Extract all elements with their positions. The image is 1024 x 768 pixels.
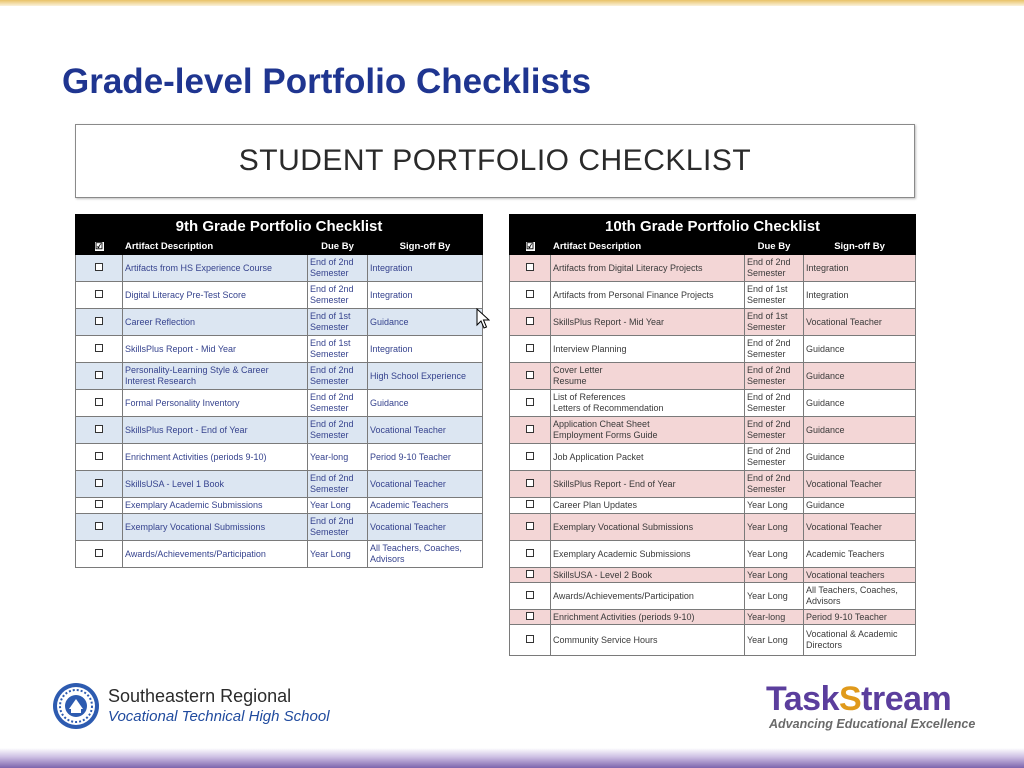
grade10-checklist-table: [509, 214, 916, 656]
artifact-cell: Cover Letter Resume: [551, 363, 745, 390]
due-by-cell: End of 2nd Semester: [745, 336, 804, 363]
due-by-cell: End of 1st Semester: [745, 309, 804, 336]
table-row: [510, 255, 916, 282]
table-row: [510, 282, 916, 309]
due-by-cell: End of 2nd Semester: [745, 444, 804, 471]
checkbox-icon[interactable]: [526, 591, 534, 599]
checkbox-cell: [76, 282, 123, 309]
checkbox-icon[interactable]: [526, 263, 534, 271]
due-by-cell: End of 2nd Semester: [308, 363, 368, 390]
checkbox-cell: [76, 514, 123, 541]
artifact-cell: Exemplary Academic Submissions: [123, 498, 308, 514]
checkbox-icon[interactable]: [95, 425, 103, 433]
checkbox-icon[interactable]: [526, 317, 534, 325]
due-by-cell: Year Long: [308, 541, 368, 568]
checkbox-icon[interactable]: [95, 344, 103, 352]
table-row: [76, 255, 483, 282]
grade9-artifact-header: Artifact Description: [123, 238, 308, 255]
artifact-cell: SkillsUSA - Level 2 Book: [551, 568, 745, 583]
artifact-cell: Formal Personality Inventory: [123, 390, 308, 417]
due-by-cell: End of 2nd Semester: [308, 282, 368, 309]
due-by-cell: Year-long: [308, 444, 368, 471]
table-row: [510, 309, 916, 336]
checkbox-cell: [76, 471, 123, 498]
table-row: [510, 610, 916, 625]
artifact-cell: Artifacts from Digital Literacy Projects: [551, 255, 745, 282]
checkbox-icon[interactable]: [95, 479, 103, 487]
taskstream-logo: [766, 680, 981, 736]
checkbox-cell: [510, 444, 551, 471]
due-by-cell: Year Long: [308, 498, 368, 514]
school-seal-icon: [52, 682, 100, 730]
signoff-cell: Vocational teachers: [804, 568, 916, 583]
signoff-cell: Academic Teachers: [804, 541, 916, 568]
signoff-cell: Vocational Teacher: [804, 514, 916, 541]
artifact-cell: Community Service Hours: [551, 625, 745, 656]
taskstream-word-end: tream: [861, 680, 952, 718]
checkbox-icon[interactable]: [526, 425, 534, 433]
checkbox-cell: [510, 390, 551, 417]
grade10-table-title: 10th Grade Portfolio Checklist: [510, 215, 916, 238]
checkbox-icon[interactable]: [95, 398, 103, 406]
checkbox-cell: [510, 363, 551, 390]
checkbox-icon[interactable]: [526, 612, 534, 620]
checkbox-icon[interactable]: [95, 522, 103, 530]
checklist-header-title: STUDENT PORTFOLIO CHECKLIST: [238, 144, 752, 177]
signoff-cell: Integration: [368, 282, 483, 309]
signoff-cell: Integration: [368, 255, 483, 282]
table-row: [76, 282, 483, 309]
artifact-cell: Awards/Achievements/Participation: [551, 583, 745, 610]
artifact-cell: SkillsPlus Report - Mid Year: [123, 336, 308, 363]
due-by-cell: Year-long: [745, 610, 804, 625]
checkbox-cell: [510, 471, 551, 498]
table-row: [510, 568, 916, 583]
checkbox-cell: [510, 514, 551, 541]
table-row: [510, 444, 916, 471]
signoff-cell: Integration: [804, 282, 916, 309]
checkbox-icon[interactable]: [526, 398, 534, 406]
table-row: [76, 498, 483, 514]
signoff-cell: Vocational Teacher: [368, 471, 483, 498]
taskstream-wordmark: [766, 680, 951, 719]
signoff-cell: Guidance: [804, 444, 916, 471]
table-row: [510, 541, 916, 568]
grade9-table-title: 9th Grade Portfolio Checklist: [76, 215, 483, 238]
checkbox-icon[interactable]: [526, 479, 534, 487]
signoff-cell: Integration: [368, 336, 483, 363]
checkbox-cell: [76, 336, 123, 363]
signoff-cell: Academic Teachers: [368, 498, 483, 514]
checkbox-cell: [76, 444, 123, 471]
checked-box-icon: ☑: [525, 240, 535, 251]
due-by-cell: Year Long: [745, 625, 804, 656]
grade9-signoff-header: Sign-off By: [368, 238, 483, 255]
checklist-header-box: [75, 124, 915, 198]
artifact-cell: SkillsPlus Report - Mid Year: [551, 309, 745, 336]
table-row: [510, 471, 916, 498]
signoff-cell: All Teachers, Coaches, Advisors: [368, 541, 483, 568]
checkbox-icon[interactable]: [526, 371, 534, 379]
checkbox-icon[interactable]: [95, 317, 103, 325]
artifact-cell: Job Application Packet: [551, 444, 745, 471]
checkbox-icon[interactable]: [526, 344, 534, 352]
table-row: [76, 309, 483, 336]
due-by-cell: Year Long: [745, 498, 804, 514]
table-row: [76, 471, 483, 498]
checkbox-icon[interactable]: [526, 549, 534, 557]
checkbox-icon[interactable]: [95, 549, 103, 557]
checkbox-cell: [510, 541, 551, 568]
checkbox-cell: [510, 282, 551, 309]
artifact-cell: Exemplary Vocational Submissions: [123, 514, 308, 541]
table-row: [510, 583, 916, 610]
signoff-cell: Vocational Teacher: [368, 417, 483, 444]
slide-title: Grade-level Portfolio Checklists: [62, 62, 592, 101]
table-row: [76, 363, 483, 390]
checkbox-cell: [76, 309, 123, 336]
due-by-cell: End of 2nd Semester: [745, 390, 804, 417]
artifact-cell: SkillsPlus Report - End of Year: [123, 417, 308, 444]
table-row: [76, 514, 483, 541]
due-by-cell: End of 2nd Semester: [308, 390, 368, 417]
artifact-cell: Awards/Achievements/Participation: [123, 541, 308, 568]
table-row: [510, 336, 916, 363]
checkbox-icon[interactable]: [95, 452, 103, 460]
signoff-cell: Integration: [804, 255, 916, 282]
signoff-cell: Vocational Teacher: [368, 514, 483, 541]
artifact-cell: SkillsUSA - Level 1 Book: [123, 471, 308, 498]
artifact-cell: Enrichment Activities (periods 9-10): [551, 610, 745, 625]
checkbox-cell: [510, 255, 551, 282]
grade10-due-header: Due By: [745, 238, 804, 255]
grade9-due-header: Due By: [308, 238, 368, 255]
due-by-cell: End of 2nd Semester: [308, 417, 368, 444]
taskstream-tagline: Advancing Educational Excellence: [769, 717, 976, 731]
artifact-cell: Artifacts from Personal Finance Projects: [551, 282, 745, 309]
grade9-check-header: [76, 238, 123, 255]
signoff-cell: Guidance: [804, 417, 916, 444]
top-accent-band: [0, 0, 1024, 6]
grade10-check-header: [510, 238, 551, 255]
checkbox-cell: [510, 498, 551, 514]
due-by-cell: End of 2nd Semester: [745, 363, 804, 390]
checkbox-cell: [510, 336, 551, 363]
artifact-cell: Application Cheat Sheet Employment Forms Guide: [551, 417, 745, 444]
checkbox-cell: [510, 583, 551, 610]
due-by-cell: End of 1st Semester: [308, 309, 368, 336]
due-by-cell: Year Long: [745, 583, 804, 610]
checkbox-icon[interactable]: [526, 452, 534, 460]
due-by-cell: Year Long: [745, 514, 804, 541]
due-by-cell: End of 1st Semester: [745, 282, 804, 309]
due-by-cell: End of 2nd Semester: [745, 255, 804, 282]
table-row: [510, 417, 916, 444]
checkbox-cell: [510, 625, 551, 656]
checkbox-icon[interactable]: [526, 500, 534, 508]
signoff-cell: Vocational Teacher: [804, 309, 916, 336]
artifact-cell: Career Reflection: [123, 309, 308, 336]
artifact-cell: Digital Literacy Pre-Test Score: [123, 282, 308, 309]
table-row: [510, 363, 916, 390]
artifact-cell: Exemplary Academic Submissions: [551, 541, 745, 568]
checkbox-icon[interactable]: [526, 635, 534, 643]
checkbox-icon[interactable]: [526, 570, 534, 578]
taskstream-word-start: Task: [766, 680, 839, 718]
due-by-cell: End of 2nd Semester: [308, 471, 368, 498]
checkbox-cell: [510, 309, 551, 336]
grade10-signoff-header: Sign-off By: [804, 238, 916, 255]
signoff-cell: Vocational & Academic Directors: [804, 625, 916, 656]
checked-box-icon: ☑: [94, 240, 104, 251]
artifact-cell: Career Plan Updates: [551, 498, 745, 514]
checkbox-cell: [76, 417, 123, 444]
checkbox-icon[interactable]: [95, 500, 103, 508]
table-row: [76, 541, 483, 568]
due-by-cell: End of 2nd Semester: [308, 255, 368, 282]
signoff-cell: Guidance: [368, 390, 483, 417]
checkbox-cell: [76, 255, 123, 282]
checkbox-cell: [510, 417, 551, 444]
checkbox-cell: [76, 390, 123, 417]
checkbox-cell: [76, 498, 123, 514]
table-row: [76, 444, 483, 471]
due-by-cell: Year Long: [745, 568, 804, 583]
signoff-cell: Period 9-10 Teacher: [804, 610, 916, 625]
signoff-cell: Guidance: [804, 336, 916, 363]
school-subname: Vocational Technical High School: [108, 708, 330, 725]
checkbox-icon[interactable]: [95, 263, 103, 271]
signoff-cell: Period 9-10 Teacher: [368, 444, 483, 471]
checkbox-cell: [510, 568, 551, 583]
due-by-cell: End of 2nd Semester: [308, 514, 368, 541]
checkbox-cell: [76, 363, 123, 390]
checkbox-cell: [510, 610, 551, 625]
school-logo: [52, 682, 352, 734]
bottom-accent-band: [0, 748, 1024, 768]
signoff-cell: Guidance: [368, 309, 483, 336]
taskstream-swirl-s: S: [838, 680, 862, 718]
checkbox-icon[interactable]: [526, 290, 534, 298]
signoff-cell: Vocational Teacher: [804, 471, 916, 498]
artifact-cell: Exemplary Vocational Submissions: [551, 514, 745, 541]
signoff-cell: All Teachers, Coaches, Advisors: [804, 583, 916, 610]
table-row: [510, 390, 916, 417]
due-by-cell: Year Long: [745, 541, 804, 568]
table-row: [76, 417, 483, 444]
table-row: [510, 514, 916, 541]
signoff-cell: Guidance: [804, 498, 916, 514]
due-by-cell: End of 1st Semester: [308, 336, 368, 363]
mouse-pointer-icon: [476, 308, 490, 330]
signoff-cell: High School Experience: [368, 363, 483, 390]
school-name: Southeastern Regional: [108, 686, 292, 706]
table-row: [76, 390, 483, 417]
signoff-cell: Guidance: [804, 363, 916, 390]
grade10-artifact-header: Artifact Description: [551, 238, 745, 255]
due-by-cell: End of 2nd Semester: [745, 417, 804, 444]
checkbox-cell: [76, 541, 123, 568]
artifact-cell: Interview Planning: [551, 336, 745, 363]
grade9-checklist-table: [75, 214, 483, 568]
table-row: [510, 625, 916, 656]
signoff-cell: Guidance: [804, 390, 916, 417]
checkbox-icon[interactable]: [95, 290, 103, 298]
table-row: [76, 336, 483, 363]
artifact-cell: SkillsPlus Report - End of Year: [551, 471, 745, 498]
checkbox-icon[interactable]: [526, 522, 534, 530]
artifact-cell: Enrichment Activities (periods 9-10): [123, 444, 308, 471]
due-by-cell: End of 2nd Semester: [745, 471, 804, 498]
checkbox-icon[interactable]: [95, 371, 103, 379]
artifact-cell: Artifacts from HS Experience Course: [123, 255, 308, 282]
artifact-cell: Personality-Learning Style & Career Interest Research: [123, 363, 308, 390]
table-row: [510, 498, 916, 514]
artifact-cell: List of References Letters of Recommendation: [551, 390, 745, 417]
